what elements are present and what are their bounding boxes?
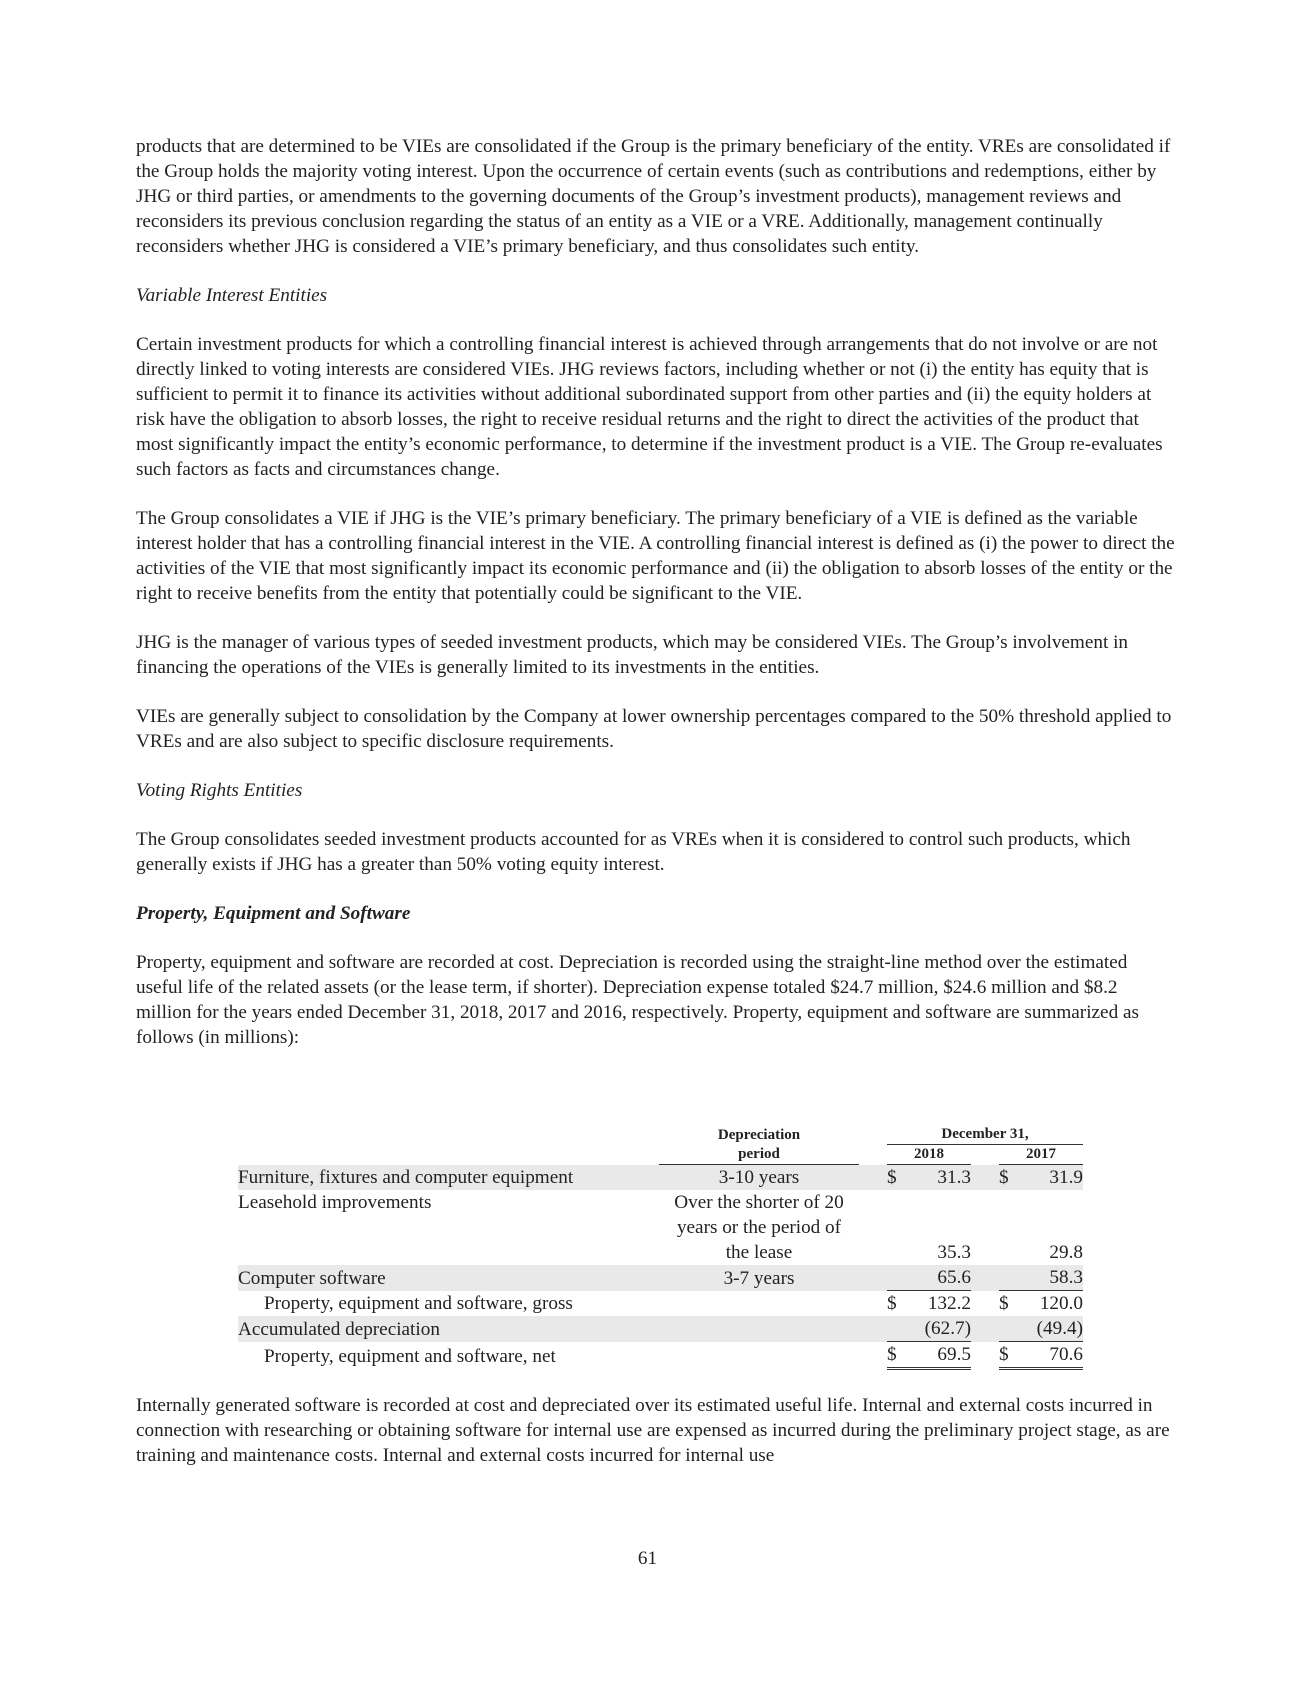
currency-symbol: $: [887, 1165, 905, 1191]
value-2017: 58.3: [1017, 1265, 1083, 1291]
paragraph-vie-factors: Certain investment products for which a controlling financial interest is achieved through arrangements that do not involve or are not directly linked to voting interests are considered VIEs. JHG reviews factors, including whether or not (i) the entity has equity that is sufficient to permit it to finance its activities without additional subordinated support from other parties and (ii) the equity holders at risk have the obligation to absorb losses, the right to receive residual returns and the right to direct the activities of the product that most significantly impact the entity’s economic performance, to determine if the investment product is a VIE. The Group re-evaluates such factors as facts and circumstances change.: [136, 334, 1163, 480]
currency-symbol: $: [999, 1293, 1009, 1314]
table-row: [238, 1291, 1083, 1317]
row-label: Property, equipment and software, gross: [264, 1293, 573, 1314]
row-period: [659, 1190, 859, 1265]
value-2018: (62.7): [905, 1316, 971, 1342]
document-body-continued: [136, 1393, 1176, 1468]
value-2017: (49.4): [1017, 1316, 1083, 1342]
paragraph-primary-beneficiary: The Group consolidates a VIE if JHG is the VIE’s primary beneficiary. The primary beneficiary of a VIE is defined as the variable interest holder that has a controlling financial interest in the VIE. A controlling financial interest is defined as (i) the power to direct the activities of the VIE that most significantly impact its economic performance and (ii) the obligation to absorb losses of the entity or the right to receive benefits from the entity that potentially could be significant to the VIE.: [136, 508, 1175, 604]
value-2017: 29.8: [1049, 1242, 1083, 1263]
value-2017: 70.6: [1017, 1342, 1083, 1369]
value-2018: 31.3: [905, 1165, 971, 1191]
currency-symbol: $: [887, 1293, 897, 1314]
period-line: Over the shorter of 20: [674, 1192, 844, 1213]
currency-symbol: $: [999, 1342, 1017, 1369]
paragraph-internal-software: Internally generated software is recorded at cost and depreciated over its estimated useful life. Internal and external costs incurred in connection with researching or obtaining software for internal use are expensed as incurred during the preliminary project stage, as are training and maintenance costs. Internal and external costs incurred for internal use: [136, 1395, 1170, 1466]
paragraph-vie-consolidation: products that are determined to be VIEs are consolidated if the Group is the primary beneficiary of the entity. VREs are consolidated if the Group holds the majority voting interest. Upon the occurrence of certain events (such as contributions and redemptions, either by JHG or third parties, or amendments to the governing documents of the Group’s investment products), management reviews and reconsiders its previous conclusion regarding the status of an entity as a VIE or a VRE. Additionally, management continually reconsiders whether JHG is considered a VIE’s primary beneficiary, and thus consolidates such entity.: [136, 136, 1171, 257]
period-line: the lease: [725, 1242, 793, 1263]
row-label: Furniture, fixtures and computer equipment: [238, 1165, 659, 1191]
table-row: [238, 1342, 1083, 1369]
heading-variable-interest-entities: Variable Interest Entities: [136, 285, 328, 306]
paragraph-depreciation: Property, equipment and software are recorded at cost. Depreciation is recorded using the straight-line method over the estimated useful life of the related assets (or the lease term, if shorter). Depreciation expense totaled $24.7 million, $24.6 million and $8.2 million for the years ended December 31, 2018, 2017 and 2016, respectively. Property, equipment and software are summarized as follows (in millions):: [136, 952, 1139, 1048]
ppe-table: [238, 1125, 1083, 1370]
header-2018: 2018: [887, 1145, 971, 1165]
heading-voting-rights-entities: Voting Rights Entities: [136, 780, 303, 801]
table-row: [238, 1316, 1083, 1342]
paragraph-vre-consolidation: The Group consolidates seeded investment products accounted for as VREs when it is considered to control such products, which generally exists if JHG has a greater than 50% voting equity interest.: [136, 829, 1131, 875]
header-depreciation: Depreciation: [717, 1126, 801, 1143]
row-label: Computer software: [238, 1265, 659, 1291]
row-period: 3-7 years: [659, 1265, 859, 1291]
value-2018: 132.2: [927, 1293, 971, 1314]
value-2018: 35.3: [937, 1242, 971, 1263]
header-period: period: [659, 1145, 859, 1165]
value-2017: 120.0: [1039, 1293, 1083, 1314]
paragraph-ownership-threshold: VIEs are generally subject to consolidation by the Company at lower ownership percentages compared to the 50% threshold applied to VREs and are also subject to specific disclosure requirements.: [136, 706, 1172, 752]
currency-symbol: $: [999, 1165, 1017, 1191]
value-2017: 31.9: [1017, 1165, 1083, 1191]
value-2018: 65.6: [905, 1265, 971, 1291]
table-row: [238, 1190, 1083, 1265]
table-row: [238, 1165, 1083, 1191]
currency-symbol: $: [887, 1342, 905, 1369]
row-label: Leasehold improvements: [238, 1192, 432, 1213]
paragraph-seeded-products: JHG is the manager of various types of seeded investment products, which may be considered VIEs. The Group’s involvement in financing the operations of the VIEs is generally limited to its investments in the entities.: [136, 632, 1129, 678]
table-row: [238, 1265, 1083, 1291]
period-line: years or the period of: [676, 1217, 842, 1238]
header-december-31: December 31,: [887, 1125, 1083, 1145]
header-2017: 2017: [999, 1145, 1083, 1165]
page-number: 61: [637, 1548, 658, 1569]
row-period: 3-10 years: [659, 1165, 859, 1191]
document-body: [136, 134, 1176, 1050]
row-label: Accumulated depreciation: [238, 1316, 659, 1342]
value-2018: 69.5: [905, 1342, 971, 1369]
heading-property-equipment-software: Property, Equipment and Software: [136, 903, 411, 924]
row-label: Property, equipment and software, net: [264, 1345, 556, 1367]
